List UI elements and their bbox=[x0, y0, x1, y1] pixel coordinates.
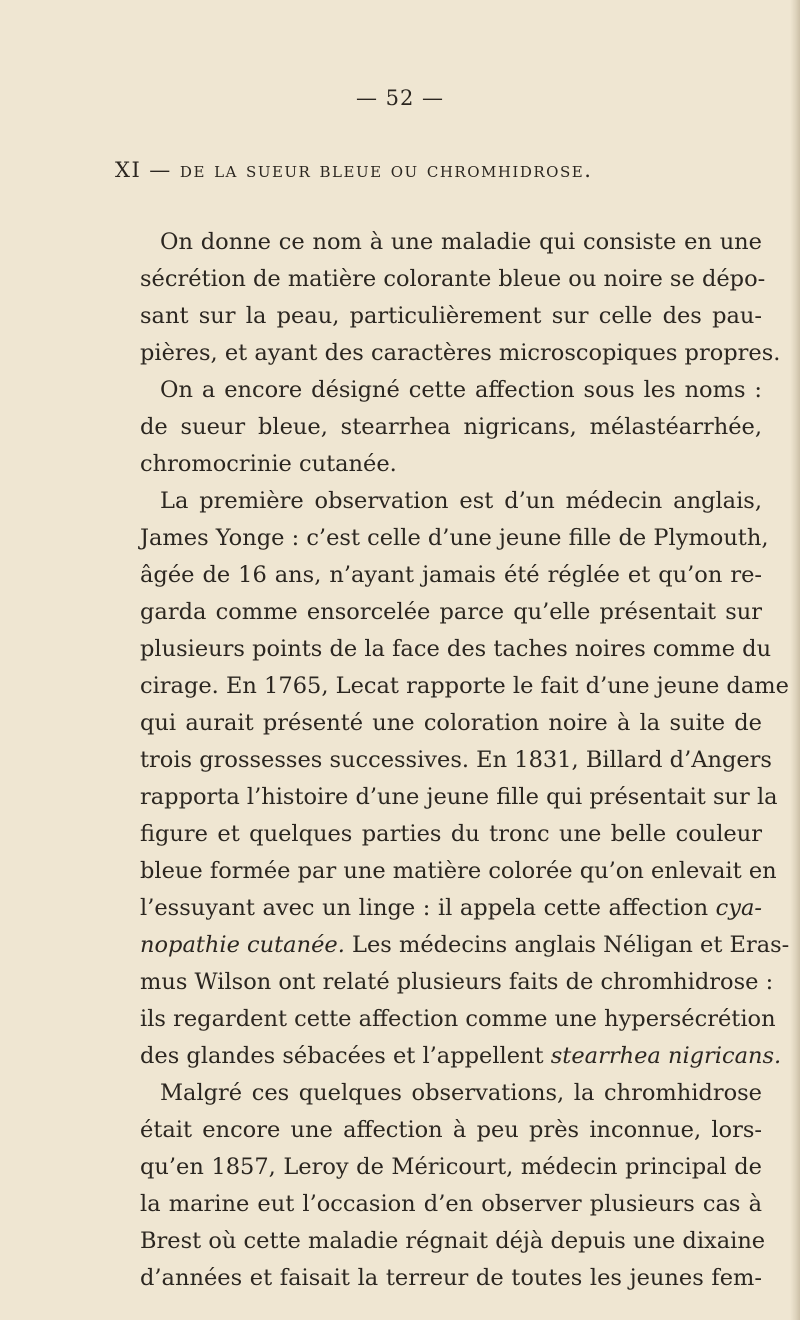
body-text bbox=[140, 224, 790, 1297]
text-line: sécrétion de matière colorante bleue ou noire se dépo- bbox=[140, 266, 766, 292]
text-line: cirage. En 1765, Lecat rapporte le fait d’une jeune dame bbox=[140, 673, 789, 699]
text-line: James Yonge : c’est celle d’une jeune fille de Plymouth, bbox=[140, 525, 769, 551]
text-line: la marine eut l’occasion d’en observer plusieurs cas à bbox=[140, 1191, 762, 1217]
text-line: garda comme ensorcelée parce qu’elle présentait sur bbox=[140, 599, 762, 625]
text-line: pières, et ayant des caractères microscopiques propres. bbox=[140, 340, 781, 366]
text-line: qui aurait présenté une coloration noire à la suite de bbox=[140, 710, 762, 736]
text-line: sant sur la peau, particulièrement sur celle des pau- bbox=[140, 303, 762, 329]
text-line: On donne ce nom à une maladie qui consiste en une bbox=[160, 229, 762, 255]
text-line: figure et quelques parties du tronc une belle couleur bbox=[140, 821, 762, 847]
italic-term: cya- bbox=[715, 895, 762, 921]
text-line: mus Wilson ont relaté plusieurs faits de chromhidrose : bbox=[140, 969, 774, 995]
text-line: des glandes sébacées et l’appellent stearrhea nigricans. bbox=[140, 1043, 782, 1069]
text-line: âgée de 16 ans, n’ayant jamais été réglée et qu’on re- bbox=[140, 562, 762, 588]
page-number: — 52 — bbox=[355, 86, 445, 110]
text-line: l’essuyant avec un linge : il appela cette affection cya- bbox=[140, 895, 762, 921]
text-line: d’années et faisait la terreur de toutes les jeunes fem- bbox=[140, 1265, 762, 1291]
chapter-number: XI bbox=[115, 158, 142, 182]
text-line: chromocrinie cutanée. bbox=[140, 451, 397, 477]
italic-term: stearrhea nigricans. bbox=[550, 1043, 782, 1069]
text-line: On a encore désigné cette affection sous les noms : bbox=[160, 377, 762, 403]
italic-term: nopathie cutanée. bbox=[140, 932, 345, 958]
text-line: bleue formée par une matière colorée qu’on enlevait en bbox=[140, 858, 777, 884]
text-line: La première observation est d’un médecin anglais, bbox=[160, 488, 762, 514]
chapter-title: — de la sueur bleue ou chromhidrose. bbox=[149, 158, 593, 182]
text-line: rapporta l’histoire d’une jeune fille qui présentait sur la bbox=[140, 784, 778, 810]
text-line: Brest où cette maladie régnait déjà depuis une dixaine bbox=[140, 1228, 766, 1254]
text-line: était encore une affection à peu près inconnue, lors- bbox=[140, 1117, 762, 1143]
page-edge bbox=[790, 0, 800, 1320]
chapter-heading bbox=[115, 158, 592, 182]
text-line: de sueur bleue, stearrhea nigricans, mélastéarrhée, bbox=[140, 414, 762, 440]
text-line: trois grossesses successives. En 1831, Billard d’Angers bbox=[140, 747, 772, 773]
text-line: Malgré ces quelques observations, la chromhidrose bbox=[160, 1080, 762, 1106]
text-line: qu’en 1857, Leroy de Méricourt, médecin principal de bbox=[140, 1154, 762, 1180]
text-line: plusieurs points de la face des taches noires comme du bbox=[140, 636, 772, 662]
text-line: ils regardent cette affection comme une hypersécrétion bbox=[140, 1006, 776, 1032]
text-line: nopathie cutanée. Les médecins anglais Néligan et Eras- bbox=[140, 932, 790, 958]
